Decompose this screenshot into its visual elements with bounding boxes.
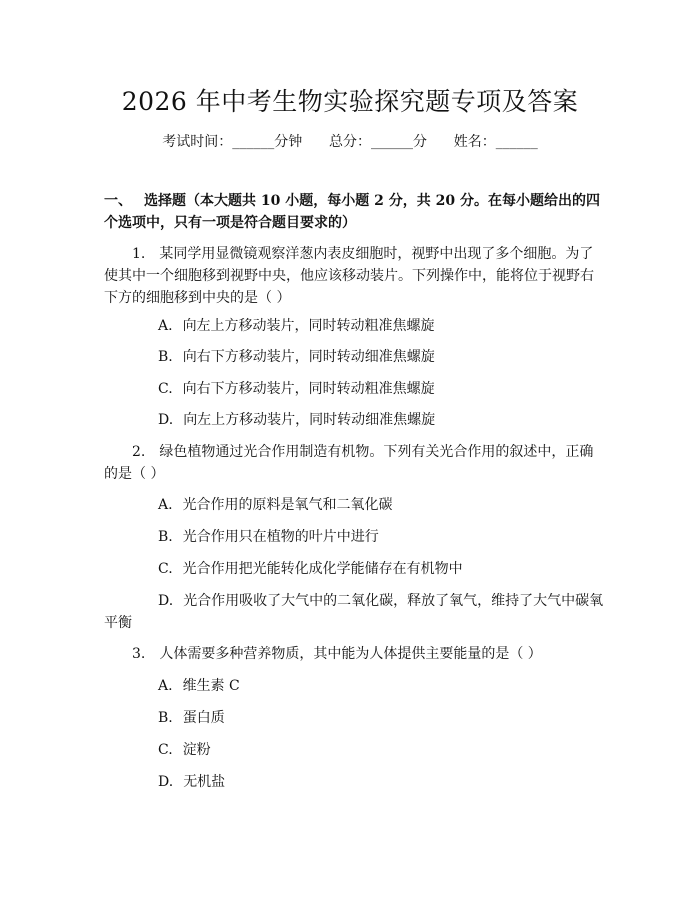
question-3 xyxy=(104,643,604,665)
option-1c xyxy=(158,378,604,400)
question-1 xyxy=(104,243,604,309)
option-text: 向左上方移动装片，同时转动细准焦螺旋 xyxy=(183,412,436,428)
option-letter: C. xyxy=(158,742,173,758)
option-text: 光合作用吸收了大气中的二氧化碳，释放了氧气，维持了大气中碳氧平衡 xyxy=(104,593,604,631)
option-letter: D. xyxy=(158,412,174,428)
option-2d xyxy=(104,590,604,634)
option-3a xyxy=(158,675,604,697)
time-label: 考试时间： xyxy=(162,134,233,150)
option-3c xyxy=(158,739,604,761)
option-text: 光合作用的原料是氧气和二氧化碳 xyxy=(182,497,393,513)
exam-info-line xyxy=(0,131,700,151)
question-text: 人体需要多种营养物质，其中能为人体提供主要能量的是（ ） xyxy=(159,646,542,662)
question-2 xyxy=(104,441,604,485)
score-label: 总分： xyxy=(329,134,371,150)
section-heading xyxy=(104,190,604,234)
score-blank: ______ xyxy=(371,134,413,150)
option-3d xyxy=(158,771,604,793)
page-title: 2026 年中考生物实验探究题专项及答案 xyxy=(121,87,579,116)
option-text: 向右下方移动装片，同时转动粗准焦螺旋 xyxy=(182,381,435,397)
option-2a xyxy=(158,494,604,516)
option-text: 淀粉 xyxy=(182,742,211,758)
time-blank: ______ xyxy=(232,134,275,150)
option-letter: D. xyxy=(158,774,174,790)
option-text: 无机盐 xyxy=(183,774,226,790)
option-1d xyxy=(158,409,604,431)
option-letter: C. xyxy=(158,561,173,577)
question-text: 某同学用显微镜观察洋葱内表皮细胞时，视野中出现了多个细胞。为了使其中一个细胞移到视野中央，他应该移动装片。下列操作中，能将位于视野右下方的细胞移到中央的是（ ） xyxy=(104,246,594,306)
question-text: 绿色植物通过光合作用制造有机物。下列有关光合作用的叙述中，正确的是（ ） xyxy=(104,444,594,482)
section-text: 选择题（本大题共 10 小题，每小题 2 分，共 20 分。在每小题给出的四个选项中，只有一项是符合题目要求的） xyxy=(104,193,600,231)
score-unit: 分 xyxy=(413,134,427,150)
option-text: 蛋白质 xyxy=(182,710,225,726)
option-letter: B. xyxy=(158,349,173,365)
option-letter: B. xyxy=(158,710,173,726)
name-blank: ______ xyxy=(495,134,538,150)
question-number: 3. xyxy=(132,646,146,662)
question-number: 1. xyxy=(132,246,146,262)
option-text: 向左上方移动装片，同时转动粗准焦螺旋 xyxy=(182,318,435,334)
option-1b xyxy=(158,346,604,368)
option-2b xyxy=(158,526,604,548)
time-unit: 分钟 xyxy=(274,134,303,150)
option-letter: A. xyxy=(158,497,173,513)
option-1a xyxy=(158,315,604,337)
option-3b xyxy=(158,707,604,729)
option-letter: D. xyxy=(158,593,174,609)
name-label: 姓名： xyxy=(453,134,496,150)
section-number: 一、 xyxy=(104,193,132,209)
option-text: 光合作用只在植物的叶片中进行 xyxy=(182,529,379,545)
option-text: 光合作用把光能转化成化学能储存在有机物中 xyxy=(182,561,463,577)
option-letter: A. xyxy=(158,318,173,334)
option-letter: C. xyxy=(158,381,173,397)
option-text: 向右下方移动装片，同时转动细准焦螺旋 xyxy=(182,349,435,365)
option-text: 维生素 C xyxy=(182,678,240,694)
option-letter: A. xyxy=(158,678,173,694)
option-2c xyxy=(158,558,604,580)
option-letter: B. xyxy=(158,529,173,545)
question-number: 2. xyxy=(132,444,146,460)
